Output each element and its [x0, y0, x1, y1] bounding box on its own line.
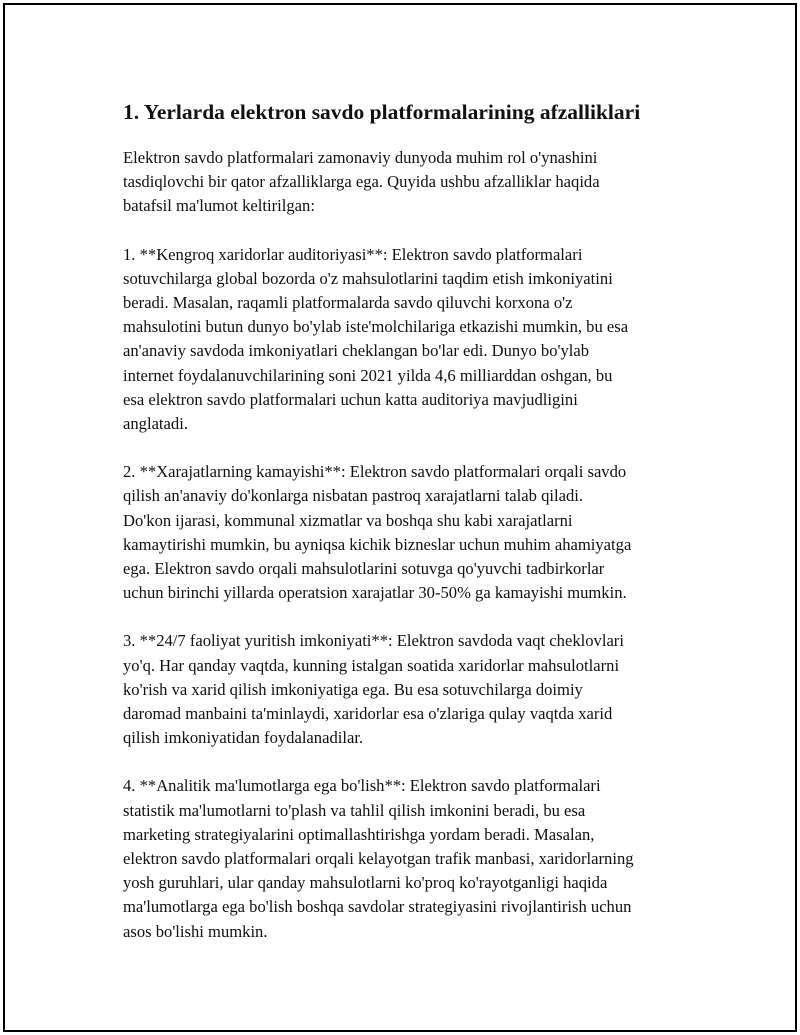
- intro-paragraph: Elektron savdo platformalari zamonaviy dunyoda muhim rol o'ynashini tasdiqlovchi bir qator afzalliklarga ega. Quyida ushbu afzalliklar haqida batafsil ma'lumot keltirilgan:: [123, 148, 600, 216]
- advantage-item-1: 1. **Kengroq xaridorlar auditoriyasi**: Elektron savdo platformalari sotuvchilarga global bozorda o'z mahsulotlarini taqdim etish imkoniyatini beradi. Masalan, raqamli platformalarda savdo qiluvchi korxona o'z mahsulotini butun dunyo bo'ylab iste'molchilariga etkazishi mumkin, bu esa an'anaviy savdoda imkoniyatlari cheklangan bo'lar edi. Dunyo bo'ylab internet foydalanuvchilarining soni 2021 yilda 4,6 milliarddan oshgan, bu esa elektron savdo platformalari uchun katta auditoriya mavjudligini anglatadi.: [123, 244, 629, 434]
- advantage-item-4: 4. **Analitik ma'lumotlarga ega bo'lish**: Elektron savdo platformalari statistik ma'lumotlarni to'plash va tahlil qilish imkonini beradi, bu esa marketing strategiyalarini optimallashtirishga yordam beradi. Masalan, elektron savdo platformalari orqali kelayotgan trafik manbasi, xaridorlarning yosh guruhlari, ular qanday mahsulotlarni ko'proq ko'rayotganligi haqida ma'lumotlarga ega bo'lish boshqa savdolar strategiyasini rivojlantirish uchun asos bo'lishi mumkin.: [123, 776, 634, 941]
- document-content: [123, 98, 703, 944]
- document-page: [3, 3, 797, 1032]
- advantage-item-3: 3. **24/7 faoliyat yuritish imkoniyati**: Elektron savdoda vaqt cheklovlari yo'q. Har qanday vaqtda, kunning istalgan soatida xaridorlar mahsulotlarni ko'rish va xarid qilish imkoniyatiga ega. Bu esa sotuvchilarga doimiy daromad manbaini ta'minlaydi, xaridorlar esa o'zlariga qulay vaqtda xarid qilish imkoniyatidan foydalanadilar.: [123, 631, 624, 748]
- advantage-item-2: 2. **Xarajatlarning kamayishi**: Elektron savdo platformalari orqali savdo qilish an'anaviy do'konlarga nisbatan pastroq xarajatlarni talab qiladi. Do'kon ijarasi, kommunal xizmatlar va boshqa shu kabi xarajatlarni kamaytirishi mumkin, bu ayniqsa kichik bizneslar uchun muhim ahamiyatga ega. Elektron savdo orqali mahsulotlarini sotuvga qo'yuvchi tadbirkorlar uchun birinchi yillarda operatsion xarajatlar 30-50% ga kamayishi mumkin.: [123, 462, 632, 603]
- document-title: 1. Yerlarda elektron savdo platformalarining afzalliklari: [123, 100, 641, 124]
